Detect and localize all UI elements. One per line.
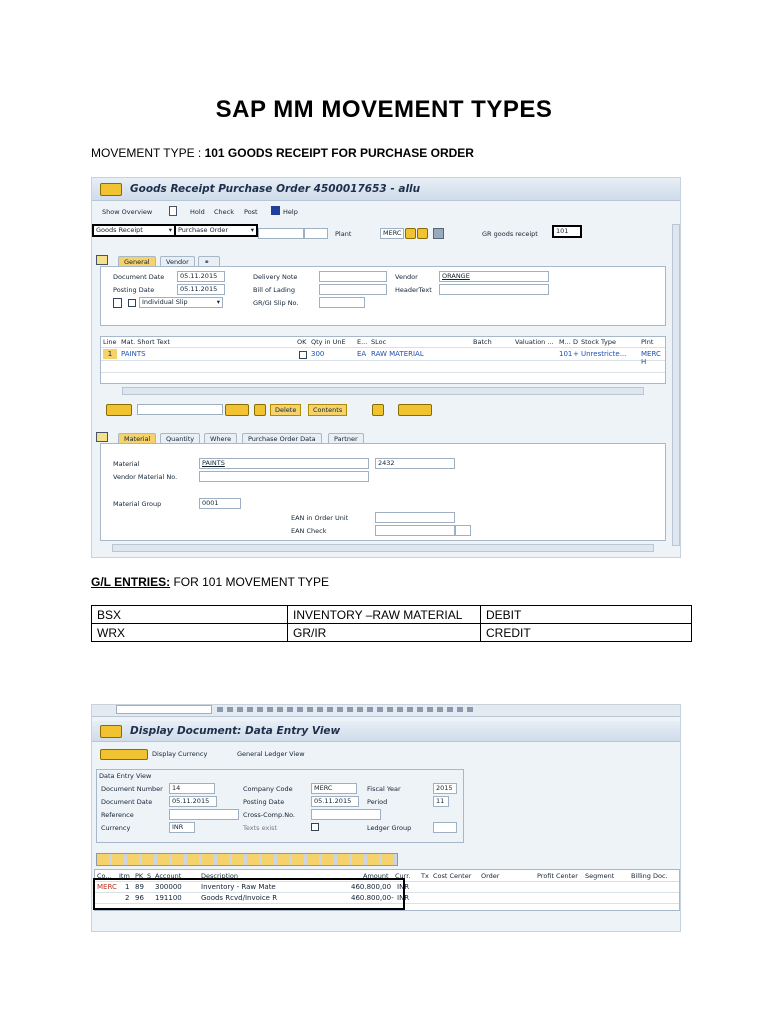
vendor-field[interactable]: ORANGE	[439, 271, 549, 282]
col-profit-center: Profit Center	[537, 872, 578, 880]
goods-receipt-screenshot	[91, 177, 681, 558]
material-group-label: Material Group	[113, 500, 162, 508]
title-bar	[92, 721, 680, 742]
reference-dropdown[interactable]: Purchase Order ▾	[174, 224, 258, 237]
grgi-slip-label: GR/GI Slip No.	[253, 299, 299, 307]
gl-entries-heading	[91, 575, 329, 589]
row2-item[interactable]: 2	[125, 894, 130, 902]
ean-unit-label: EAN in Order Unit	[291, 514, 349, 522]
menu-check[interactable]: Check	[214, 208, 234, 216]
col-item: Itm	[119, 872, 130, 880]
system-toolbar	[92, 705, 680, 717]
col-qty: Qty in UnE	[311, 338, 346, 346]
stock-overview-icon[interactable]	[372, 404, 384, 416]
gl-entries-table	[91, 605, 692, 642]
posting-date-label: Posting Date	[243, 798, 285, 806]
menu-icon[interactable]	[100, 183, 122, 196]
row2-description[interactable]: Goods Rcvd/Invoice R	[201, 894, 278, 902]
row-ok-checkbox[interactable]	[299, 351, 307, 359]
fiscal-year-label: Fiscal Year	[367, 785, 401, 793]
tab-vendor[interactable]: Vendor	[160, 256, 195, 267]
row1-company[interactable]: MERC	[97, 883, 117, 891]
row-plant[interactable]: MERC H	[641, 350, 661, 366]
vendor-material-field[interactable]	[199, 471, 369, 482]
menu-show-overview[interactable]: Show Overview	[102, 208, 153, 216]
item-grid	[100, 336, 666, 384]
toolbar-icons[interactable]	[217, 707, 477, 712]
col-tax: Tx	[421, 872, 429, 880]
app-toolbar-icons[interactable]	[100, 749, 148, 760]
grid-icon[interactable]	[433, 228, 444, 239]
alv-toolbar-icons[interactable]	[96, 853, 398, 866]
copy-icon[interactable]	[254, 404, 266, 416]
gl-entries-rest: FOR 101 MOVEMENT TYPE	[170, 575, 330, 589]
reference-label: Reference	[101, 811, 134, 819]
col-segment: Segment	[585, 872, 615, 880]
ledger-group-label: Ledger Group	[367, 824, 412, 832]
row2-account[interactable]: 191100	[155, 894, 182, 902]
col-line: Line	[103, 338, 117, 346]
col-company: Co...	[97, 872, 112, 880]
row-sloc[interactable]: RAW MATERIAL	[371, 350, 424, 358]
command-field[interactable]	[116, 705, 212, 714]
doc-date-field[interactable]: 05.11.2015	[169, 796, 217, 807]
po-item-field[interactable]	[304, 228, 328, 239]
row-stock-type[interactable]: Unrestricte...	[581, 350, 627, 358]
screen-title: Display Document: Data Entry View	[130, 725, 341, 737]
ean-check-field[interactable]	[375, 525, 455, 536]
page-title: SAP MM MOVEMENT TYPES	[215, 96, 553, 123]
slip-dropdown[interactable]: Individual Slip ▾	[139, 297, 223, 308]
movement-type-line	[91, 146, 474, 160]
table-row	[92, 624, 692, 642]
col-billing-doc: Billing Doc.	[631, 872, 668, 880]
general-ledger-view-button[interactable]: General Ledger View	[237, 750, 305, 758]
row1-amount[interactable]: 460.800,00	[351, 883, 392, 891]
gl-key-cell: WRX	[92, 624, 288, 642]
row1-account[interactable]: 300000	[155, 883, 182, 891]
tab-material[interactable]: Material	[118, 433, 156, 444]
line-items-grid	[94, 869, 680, 911]
slip-checkbox[interactable]	[128, 299, 136, 307]
menu-icon[interactable]	[100, 725, 122, 738]
row1-description[interactable]: Inventory - Raw Mate	[201, 883, 276, 891]
plant-field[interactable]: MERC	[380, 228, 404, 239]
row2-currency[interactable]: INR	[397, 894, 410, 902]
texts-exist-checkbox	[311, 823, 319, 831]
header-collapse-icon[interactable]	[96, 255, 108, 265]
screen-title: Goods Receipt Purchase Order 4500017653 - allu	[130, 183, 421, 195]
gl-key-cell: BSX	[92, 606, 288, 624]
tab-partner[interactable]: Partner	[328, 433, 364, 444]
col-account: Account	[155, 872, 182, 880]
detail-data-icon[interactable]	[106, 404, 132, 416]
posting-date-label: Posting Date	[113, 286, 155, 294]
period-label: Period	[367, 798, 388, 806]
action-dropdown-value: Goods Receipt	[96, 226, 143, 234]
col-ok: OK	[297, 338, 307, 346]
table-row	[92, 606, 692, 624]
detail-collapse-icon[interactable]	[96, 432, 108, 442]
menu-help[interactable]: Help	[283, 208, 298, 216]
material-panel	[100, 443, 666, 541]
vertical-scrollbar[interactable]	[672, 224, 680, 546]
highlight-box	[93, 878, 405, 910]
ledger-group-field[interactable]	[433, 822, 457, 833]
period-field[interactable]: 11	[433, 796, 449, 807]
delete-button[interactable]: Delete	[270, 404, 301, 416]
material-group-field[interactable]: 0001	[199, 498, 241, 509]
row1-posting-key[interactable]: 89	[135, 883, 144, 891]
gl-account-cell: GR/IR	[288, 624, 481, 642]
cross-comp-field[interactable]	[311, 809, 381, 820]
tab-po-data[interactable]: Purchase Order Data	[242, 433, 322, 444]
delivery-note-label: Delivery Note	[253, 273, 298, 281]
bill-of-lading-label: Bill of Lading	[253, 286, 296, 294]
menu-hold[interactable]: Hold	[190, 208, 205, 216]
print-icon[interactable]	[113, 298, 122, 308]
col-unit: E...	[357, 338, 368, 346]
col-plant: Plnt	[641, 338, 654, 346]
reference-field[interactable]	[169, 809, 239, 820]
display-document-screenshot	[91, 704, 681, 932]
col-s: S	[147, 872, 152, 880]
posting-date-field[interactable]: 05.11.2015	[311, 796, 359, 807]
col-stock-type: Stock Type	[581, 338, 616, 346]
material-code-field[interactable]: 2432	[375, 458, 455, 469]
row-mat-text[interactable]: PAINTS	[121, 350, 146, 358]
plant-label: Plant	[335, 230, 352, 238]
material-field[interactable]: PAINTS	[199, 458, 369, 469]
col-cost-center: Cost Center	[433, 872, 472, 880]
col-valuation: Valuation ...	[515, 338, 554, 346]
movement-type-label: MOVEMENT TYPE :	[91, 146, 205, 160]
gl-entries-label: G/L ENTRIES:	[91, 575, 171, 589]
row-mvt[interactable]: 101	[559, 350, 573, 358]
gl-account-cell: INVENTORY –RAW MATERIAL	[288, 606, 481, 624]
row1-item[interactable]: 1	[125, 883, 130, 891]
vendor-label: Vendor	[395, 273, 418, 281]
col-currency: Curr.	[395, 872, 411, 880]
col-mvt: M...	[559, 338, 571, 346]
cross-comp-label: Cross-Comp.No.	[243, 811, 295, 819]
bill-of-lading-field[interactable]	[319, 284, 387, 295]
tab-general[interactable]: General	[118, 256, 156, 267]
company-code-field[interactable]: MERC	[311, 783, 357, 794]
col-batch: Batch	[473, 338, 492, 346]
row-qty[interactable]: 300	[311, 350, 325, 358]
document-date-field[interactable]: 05.11.2015	[177, 271, 225, 282]
tab-quantity[interactable]: Quantity	[160, 433, 200, 444]
group-title: Data Entry View	[99, 772, 152, 780]
display-currency-button[interactable]: Display Currency	[152, 750, 208, 758]
gl-side-cell: DEBIT	[481, 606, 692, 624]
document-date-label: Document Date	[113, 273, 165, 281]
data-entry-view-group	[96, 769, 464, 843]
movement-type-value: 101 GOODS RECEIPT FOR PURCHASE ORDER	[204, 146, 474, 160]
company-code-label: Company Code	[243, 785, 293, 793]
action-dropdown[interactable]: Goods Receipt ▾	[92, 224, 176, 237]
layout-icons[interactable]	[398, 404, 432, 416]
row2-posting-key[interactable]: 96	[135, 894, 144, 902]
glasses-icon[interactable]: ⚭	[198, 256, 220, 267]
row-unit[interactable]: EA	[357, 350, 367, 358]
col-amount: Amount	[363, 872, 389, 880]
col-mat-short-text: Mat. Short Text	[121, 338, 170, 346]
ean-check-extra-field[interactable]	[455, 525, 471, 536]
currency-field[interactable]: INR	[169, 822, 195, 833]
col-description: Description	[201, 872, 239, 880]
grgi-slip-field[interactable]	[319, 297, 365, 308]
header-text-label: HeaderText	[395, 286, 432, 294]
vendor-material-label: Vendor Material No.	[113, 473, 178, 481]
texts-exist-label: Texts exist	[243, 824, 278, 832]
contents-button[interactable]: Contents	[308, 404, 347, 416]
new-document-icon[interactable]	[169, 206, 177, 216]
po-number-field[interactable]	[258, 228, 304, 239]
bottom-horizontal-scrollbar[interactable]	[112, 544, 654, 552]
search-help-icon[interactable]	[417, 228, 428, 239]
ean-unit-field[interactable]	[375, 512, 455, 523]
title-bar	[92, 178, 680, 201]
slip-dropdown-value: Individual Slip	[142, 298, 188, 306]
execute-icon[interactable]	[405, 228, 416, 239]
fiscal-year-field[interactable]: 2015	[433, 783, 457, 794]
col-order: Order	[481, 872, 500, 880]
grid-horizontal-scrollbar[interactable]	[122, 387, 644, 395]
ean-check-label: EAN Check	[291, 527, 327, 535]
gr-label: GR goods receipt	[482, 230, 538, 238]
doc-number-label: Document Number	[101, 785, 163, 793]
row1-currency[interactable]: INR	[397, 883, 410, 891]
material-label: Material	[113, 460, 140, 468]
menu-post[interactable]: Post	[244, 208, 258, 216]
col-d: D	[573, 338, 579, 346]
reference-dropdown-value: Purchase Order	[178, 226, 229, 234]
row-line-number[interactable]: 1	[103, 349, 117, 359]
header-panel	[100, 266, 666, 326]
tab-where[interactable]: Where	[204, 433, 237, 444]
row-d[interactable]: +	[573, 350, 579, 358]
line-search-field[interactable]	[137, 404, 223, 415]
doc-date-label: Document Date	[101, 798, 153, 806]
row2-amount[interactable]: 460.800,00-	[351, 894, 394, 902]
posting-date-field[interactable]: 05.11.2015	[177, 284, 225, 295]
info-icon[interactable]	[271, 206, 280, 215]
col-posting-key: PK	[135, 872, 144, 880]
find-icon[interactable]	[225, 404, 249, 416]
col-sloc: SLoc	[371, 338, 387, 346]
currency-label: Currency	[101, 824, 131, 832]
gl-side-cell: CREDIT	[481, 624, 692, 642]
delivery-note-field[interactable]	[319, 271, 387, 282]
movement-type-field[interactable]: 101	[552, 225, 582, 238]
header-text-field[interactable]	[439, 284, 549, 295]
doc-number-field[interactable]: 14	[169, 783, 215, 794]
